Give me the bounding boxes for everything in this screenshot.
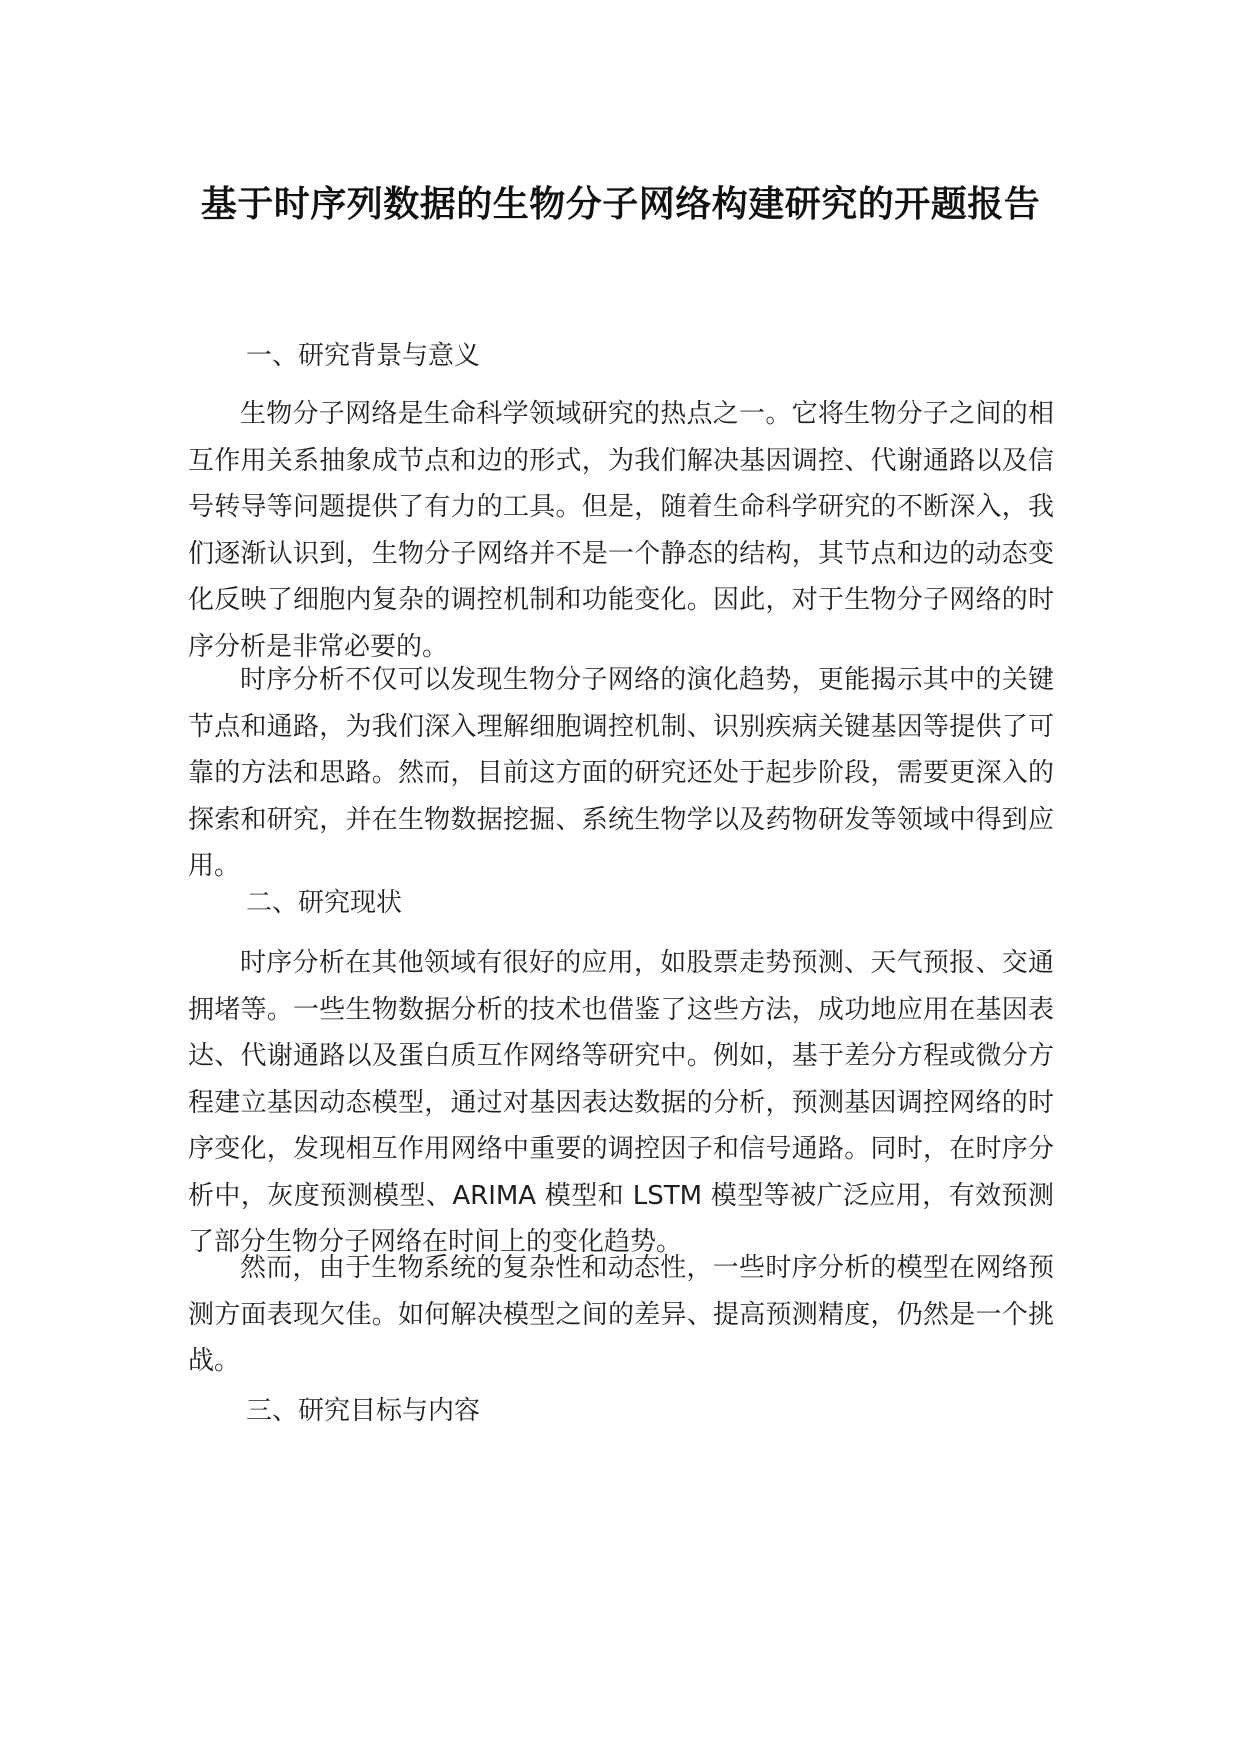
paragraph: 时序分析不仅可以发现生物分子网络的演化趋势，更能揭示其中的关键节点和通路，为我们深入理解细胞调控机制、识别疾病关键基因等提供了可靠的方法和思路。然而，目前这方面的研究还处于起步阶段，需要更深入的探索和研究，并在生物数据挖掘、系统生物学以及药物研发等领域中得到应用。 [188, 665, 1054, 881]
paragraph: 时序分析在其他领域有很好的应用，如股票走势预测、天气预报、交通拥堵等。一些生物数据分析的技术也借鉴了这些方法，成功地应用在基因表达、代谢通路以及蛋白质互作网络等研究中。例如，基于差分方程或微分方程建立基因动态模型，通过对基因表达数据的分析，预测基因调控网络的时序变化，发现相互作用网络中重要的调控因子和信号通路。同时，在时序分析中，灰度预测模型、ARIMA 模型和 LSTM 模型等被广泛应用，有效预测了部分生物分子网络在时间上的变化趋势。 [188, 948, 1054, 1257]
document-title: 基于时序列数据的生物分子网络构建研究的开题报告 [200, 184, 1041, 225]
section-body-status [188, 940, 1054, 1266]
paragraph: 然而，由于生物系统的复杂性和动态性，一些时序分析的模型在网络预测方面表现欠佳。如何解决模型之间的差异、提高预测精度，仍然是一个挑战。 [188, 1253, 1054, 1376]
section-heading-status: 二、研究现状 [246, 888, 403, 918]
paragraph: 生物分子网络是生命科学领域研究的热点之一。它将生物分子之间的相互作用关系抽象成节点和边的形式，为我们解决基因调控、代谢通路以及信号转导等问题提供了有力的工具。但是，随着生命科学研究的不断深入，我们逐渐认识到，生物分子网络并不是一个静态的结构，其节点和边的动态变化反映了细胞内复杂的调控机制和功能变化。因此，对于生物分子网络的时序分析是非常必要的。 [188, 399, 1054, 662]
section-heading-goals: 三、研究目标与内容 [246, 1396, 481, 1426]
section-body-status-2 [188, 1245, 1054, 1385]
section-body-background-2 [188, 657, 1054, 890]
section-body-background [188, 391, 1054, 670]
section-heading-background: 一、研究背景与意义 [246, 341, 481, 371]
